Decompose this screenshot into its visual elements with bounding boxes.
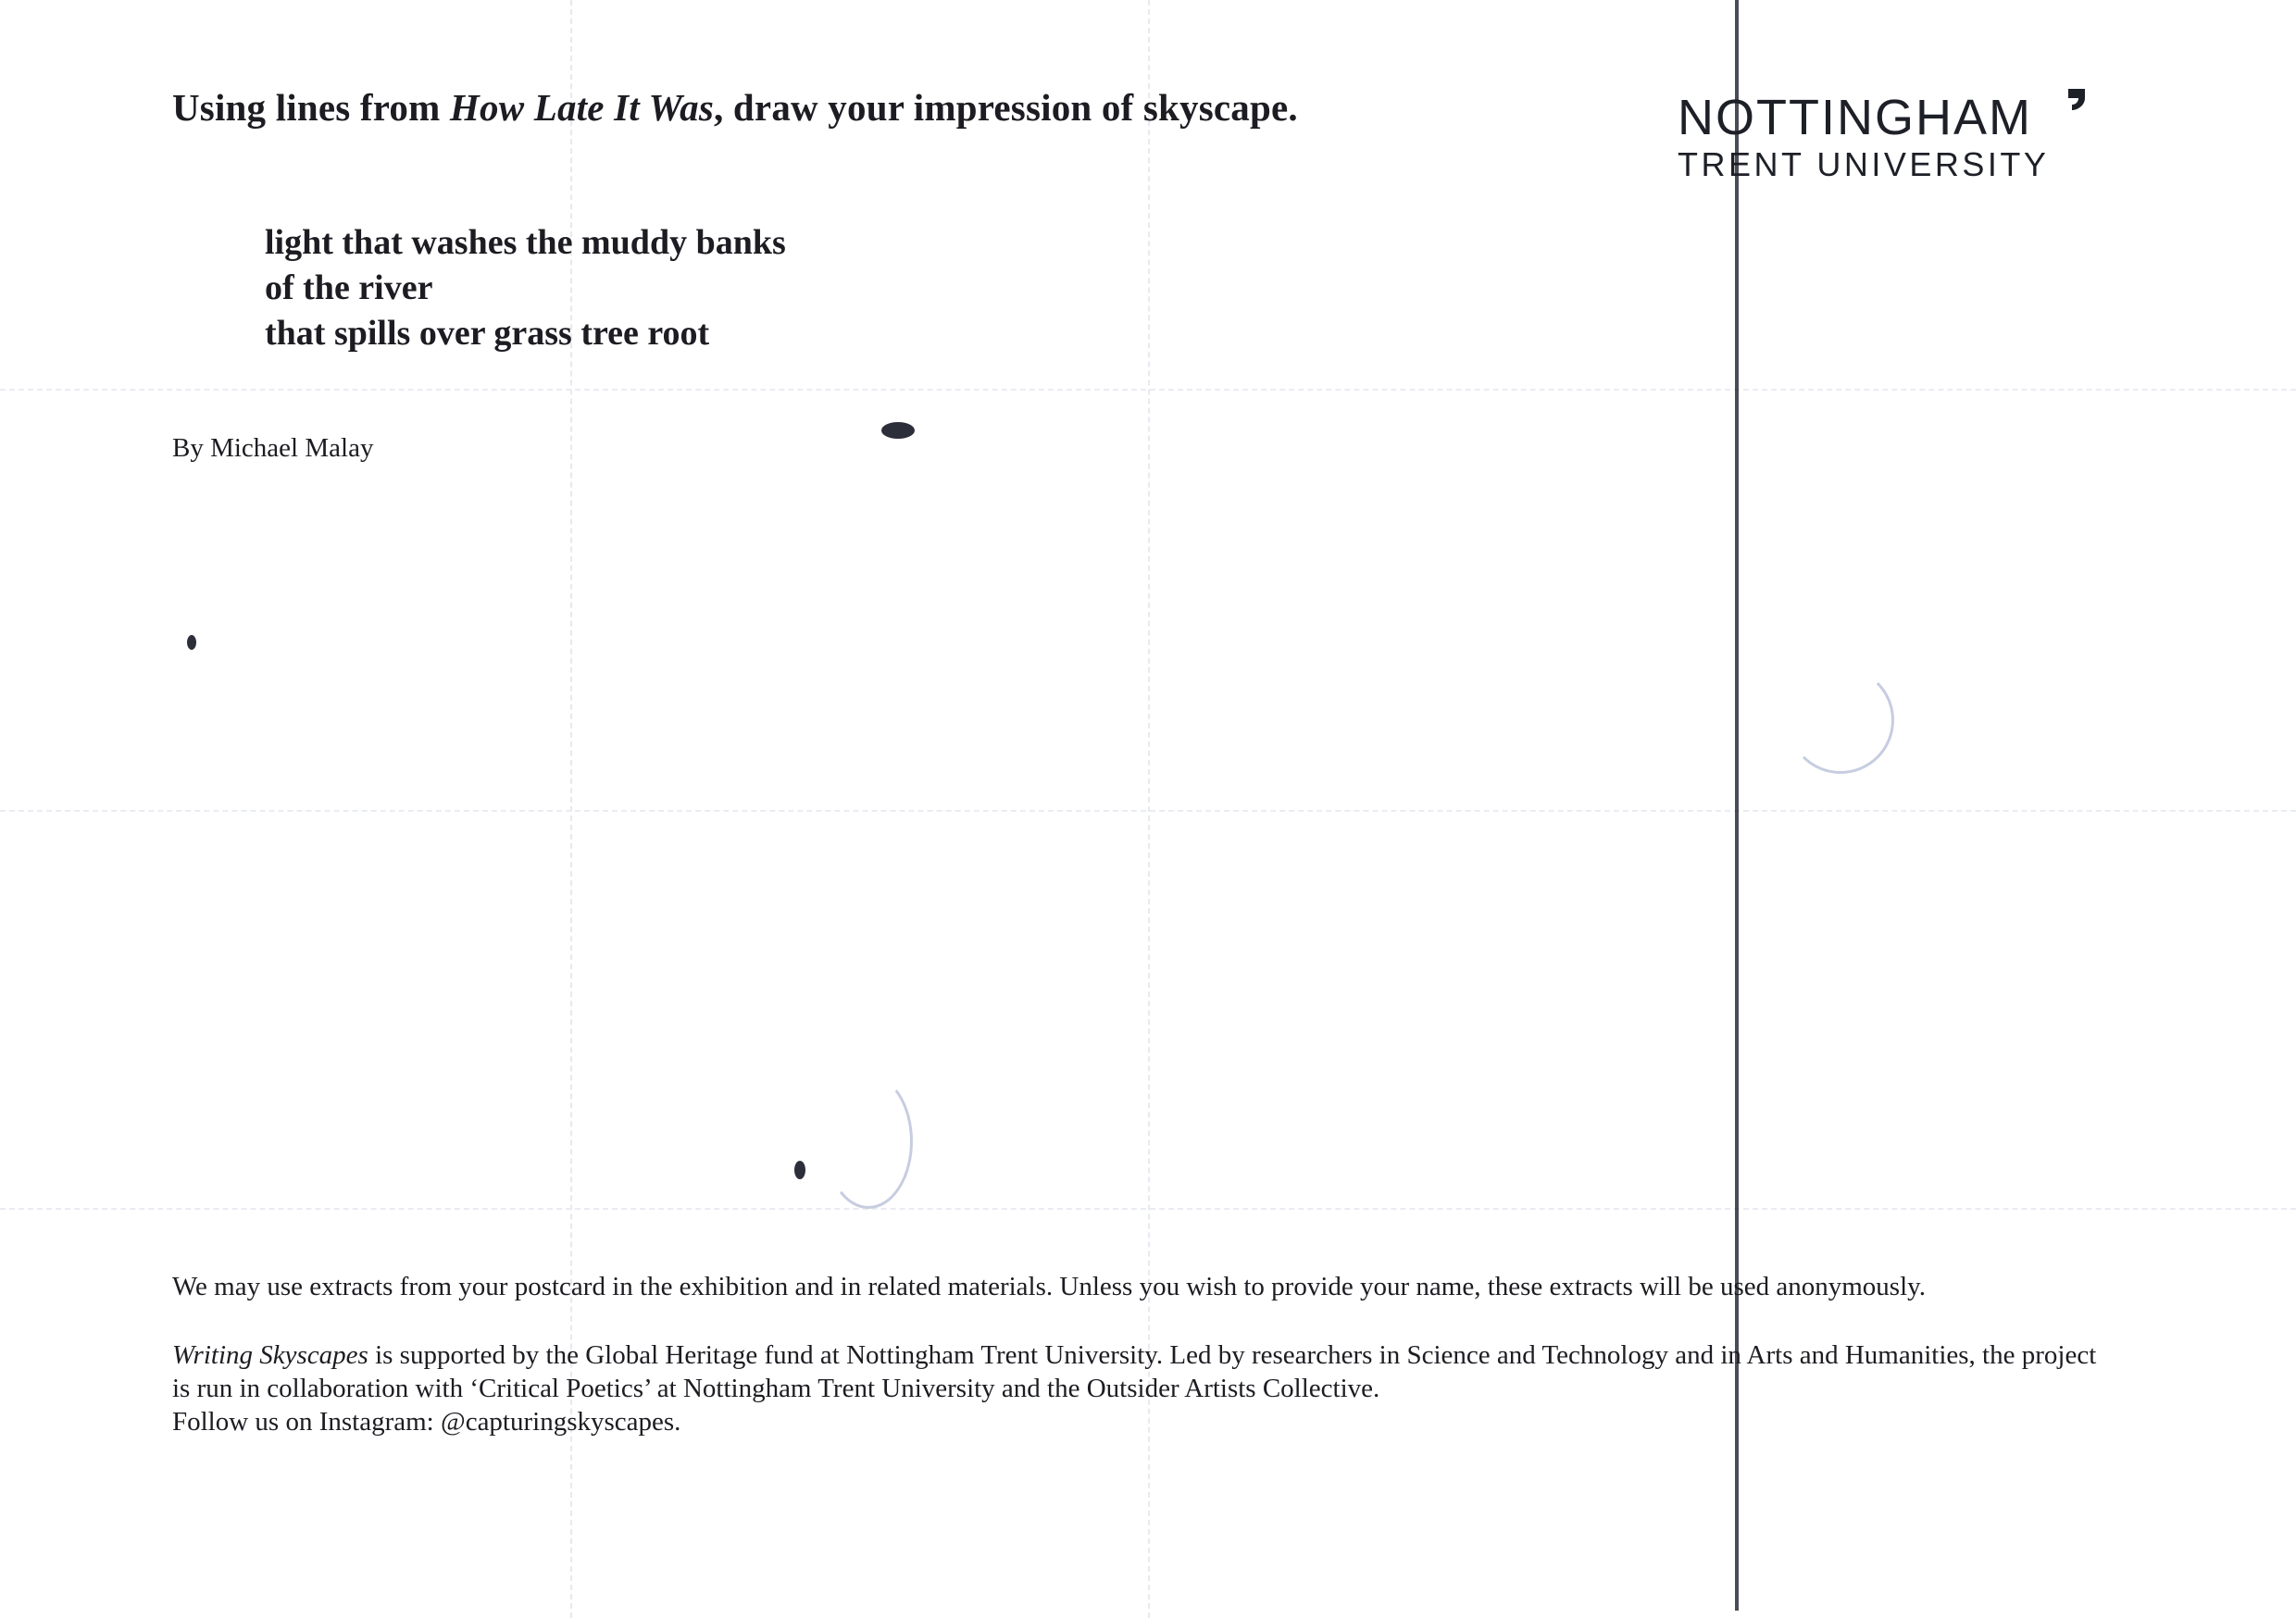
fold-line — [0, 389, 2296, 391]
poem-line: that spills over grass tree root — [265, 314, 710, 353]
ink-smudge — [187, 635, 196, 650]
instagram-line: Follow us on Instagram: @capturingskyscapes. — [172, 1407, 681, 1437]
fold-line — [0, 810, 2296, 812]
stain-ring — [824, 1074, 913, 1209]
author-byline: By Michael Malay — [172, 433, 374, 463]
poem-line: light that washes the muddy banks — [265, 223, 786, 262]
ink-smudge — [881, 422, 915, 439]
poem-excerpt — [265, 220, 786, 356]
fold-line — [0, 1208, 2296, 1210]
university-logo — [1678, 90, 2050, 183]
logo-line-2: TRENT UNIVERSITY — [1678, 145, 2050, 183]
logo-line-1: NOTTINGHAM — [1678, 90, 2032, 145]
project-credits — [172, 1338, 2116, 1438]
book-title: How Late It Was — [449, 86, 715, 129]
logo-mark-icon — [2063, 85, 2090, 113]
project-name: Writing Skyscapes — [172, 1340, 368, 1370]
usage-notice: We may use extracts from your postcard in the exhibition and in related materials. Unless you wish to provide your name, these extracts will be used anonymously. — [172, 1272, 1927, 1301]
ink-smudge — [794, 1161, 805, 1179]
stain-ring — [1787, 666, 1894, 774]
poem-line: of the river — [265, 268, 433, 307]
credits-body: is supported by the Global Heritage fund at Nottingham Trent University. Led by researchers in Science and Technology and in Arts and Humanities, the project is run in collaboration with ‘Critical Poetics’ at Nottingham Trent University and the Outsider Artists Collective. — [172, 1340, 2097, 1403]
prompt-heading: Using lines from How Late It Was, draw your impression of skyscape. — [172, 86, 1298, 129]
